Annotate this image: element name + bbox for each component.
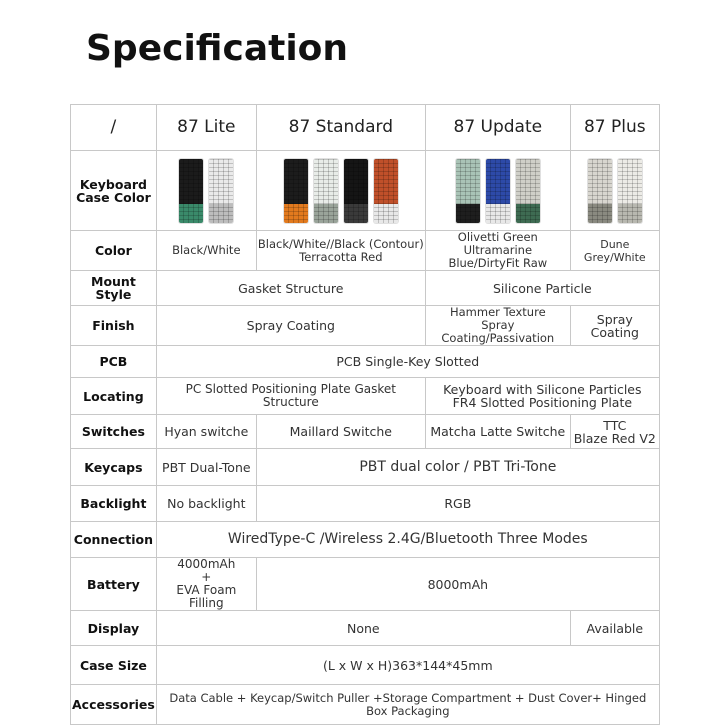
row-label-switches: Switches xyxy=(71,415,157,449)
case-color-lite xyxy=(156,151,256,231)
color-row xyxy=(71,231,660,271)
row-label-pcb: PCB xyxy=(71,346,157,378)
row-label-connection: Connection xyxy=(71,522,157,558)
white-keyboard-image xyxy=(209,159,233,223)
row-label-display: Display xyxy=(71,611,157,646)
case-color-row xyxy=(71,151,660,231)
switches-plus: TTC Blaze Red V2 xyxy=(570,415,659,449)
header-87-plus: 87 Plus xyxy=(570,105,659,151)
accessories-all: Data Cable + Keycap/Switch Puller +Storage Compartment + Dust Cover+ Hinged Box Packaging xyxy=(156,685,659,725)
spec-table xyxy=(70,104,660,725)
case-size-row xyxy=(71,646,660,685)
connection-all: WiredType-C /Wireless 2.4G/Bluetooth Three Modes xyxy=(156,522,659,558)
mount-row xyxy=(71,271,660,306)
locating-update-plus: Keyboard with Silicone Particles FR4 Slotted Positioning Plate xyxy=(425,378,659,415)
row-label-battery: Battery xyxy=(71,558,157,611)
switches-row xyxy=(71,415,660,449)
olivetti-green-keyboard-image xyxy=(456,159,480,223)
finish-plus: Spray Coating xyxy=(570,306,659,346)
terracotta-keyboard-image xyxy=(374,159,398,223)
display-lite-update: None xyxy=(156,611,570,646)
connection-row xyxy=(71,522,660,558)
pcb-row xyxy=(71,346,660,378)
display-row xyxy=(71,611,660,646)
row-label-keycaps: Keycaps xyxy=(71,449,157,486)
pcb-all: PCB Single-Key Slotted xyxy=(156,346,659,378)
backlight-rest: RGB xyxy=(256,486,659,522)
keycaps-rest: PBT dual color / PBT Tri-Tone xyxy=(256,449,659,486)
row-label-finish: Finish xyxy=(71,306,157,346)
row-label-accessories: Accessories xyxy=(71,685,157,725)
header-row xyxy=(71,105,660,151)
case-color-standard xyxy=(256,151,425,231)
color-standard: Black/White//Black (Contour) Terracotta Red xyxy=(256,231,425,271)
mount-update-plus: Silicone Particle xyxy=(425,271,659,306)
header-87-update: 87 Update xyxy=(425,105,570,151)
locating-lite-standard: PC Slotted Positioning Plate Gasket Structure xyxy=(156,378,425,415)
finish-row xyxy=(71,306,660,346)
header-87-standard: 87 Standard xyxy=(256,105,425,151)
ultramarine-blue-keyboard-image xyxy=(486,159,510,223)
backlight-lite: No backlight xyxy=(156,486,256,522)
row-label-case-color: Keyboard Case Color xyxy=(71,151,157,231)
color-update: Olivetti Green Ultramarine Blue/DirtyFit Raw xyxy=(425,231,570,271)
row-label-color: Color xyxy=(71,231,157,271)
keycaps-row xyxy=(71,449,660,486)
switches-standard: Maillard Switche xyxy=(256,415,425,449)
case-color-plus xyxy=(570,151,659,231)
finish-lite-standard: Spray Coating xyxy=(156,306,425,346)
page-title: Specification xyxy=(86,28,349,69)
display-plus: Available xyxy=(570,611,659,646)
row-label-locating: Locating xyxy=(71,378,157,415)
black-keyboard-image xyxy=(284,159,308,223)
accessories-row xyxy=(71,685,660,725)
header-87-lite: 87 Lite xyxy=(156,105,256,151)
color-lite: Black/White xyxy=(156,231,256,271)
mount-lite-standard: Gasket Structure xyxy=(156,271,425,306)
header-slash: / xyxy=(71,105,157,151)
switches-lite: Hyan switche xyxy=(156,415,256,449)
white-keyboard-image xyxy=(618,159,642,223)
case-size-all: (L x W x H)363*144*45mm xyxy=(156,646,659,685)
white-keyboard-image xyxy=(314,159,338,223)
row-label-backlight: Backlight xyxy=(71,486,157,522)
black-contour-keyboard-image xyxy=(344,159,368,223)
locating-row xyxy=(71,378,660,415)
case-color-update xyxy=(425,151,570,231)
finish-update: Hammer Texture Spray Coating/Passivation xyxy=(425,306,570,346)
dirtyfit-raw-keyboard-image xyxy=(516,159,540,223)
battery-lite: 4000mAh + EVA Foam Filling xyxy=(156,558,256,611)
keycaps-lite: PBT Dual-Tone xyxy=(156,449,256,486)
backlight-row xyxy=(71,486,660,522)
battery-rest: 8000mAh xyxy=(256,558,659,611)
row-label-mount: Mount Style xyxy=(71,271,157,306)
dune-grey-keyboard-image xyxy=(588,159,612,223)
battery-row xyxy=(71,558,660,611)
black-keyboard-image xyxy=(179,159,203,223)
switches-update: Matcha Latte Switche xyxy=(425,415,570,449)
color-plus: Dune Grey/White xyxy=(570,231,659,271)
row-label-case-size: Case Size xyxy=(71,646,157,685)
